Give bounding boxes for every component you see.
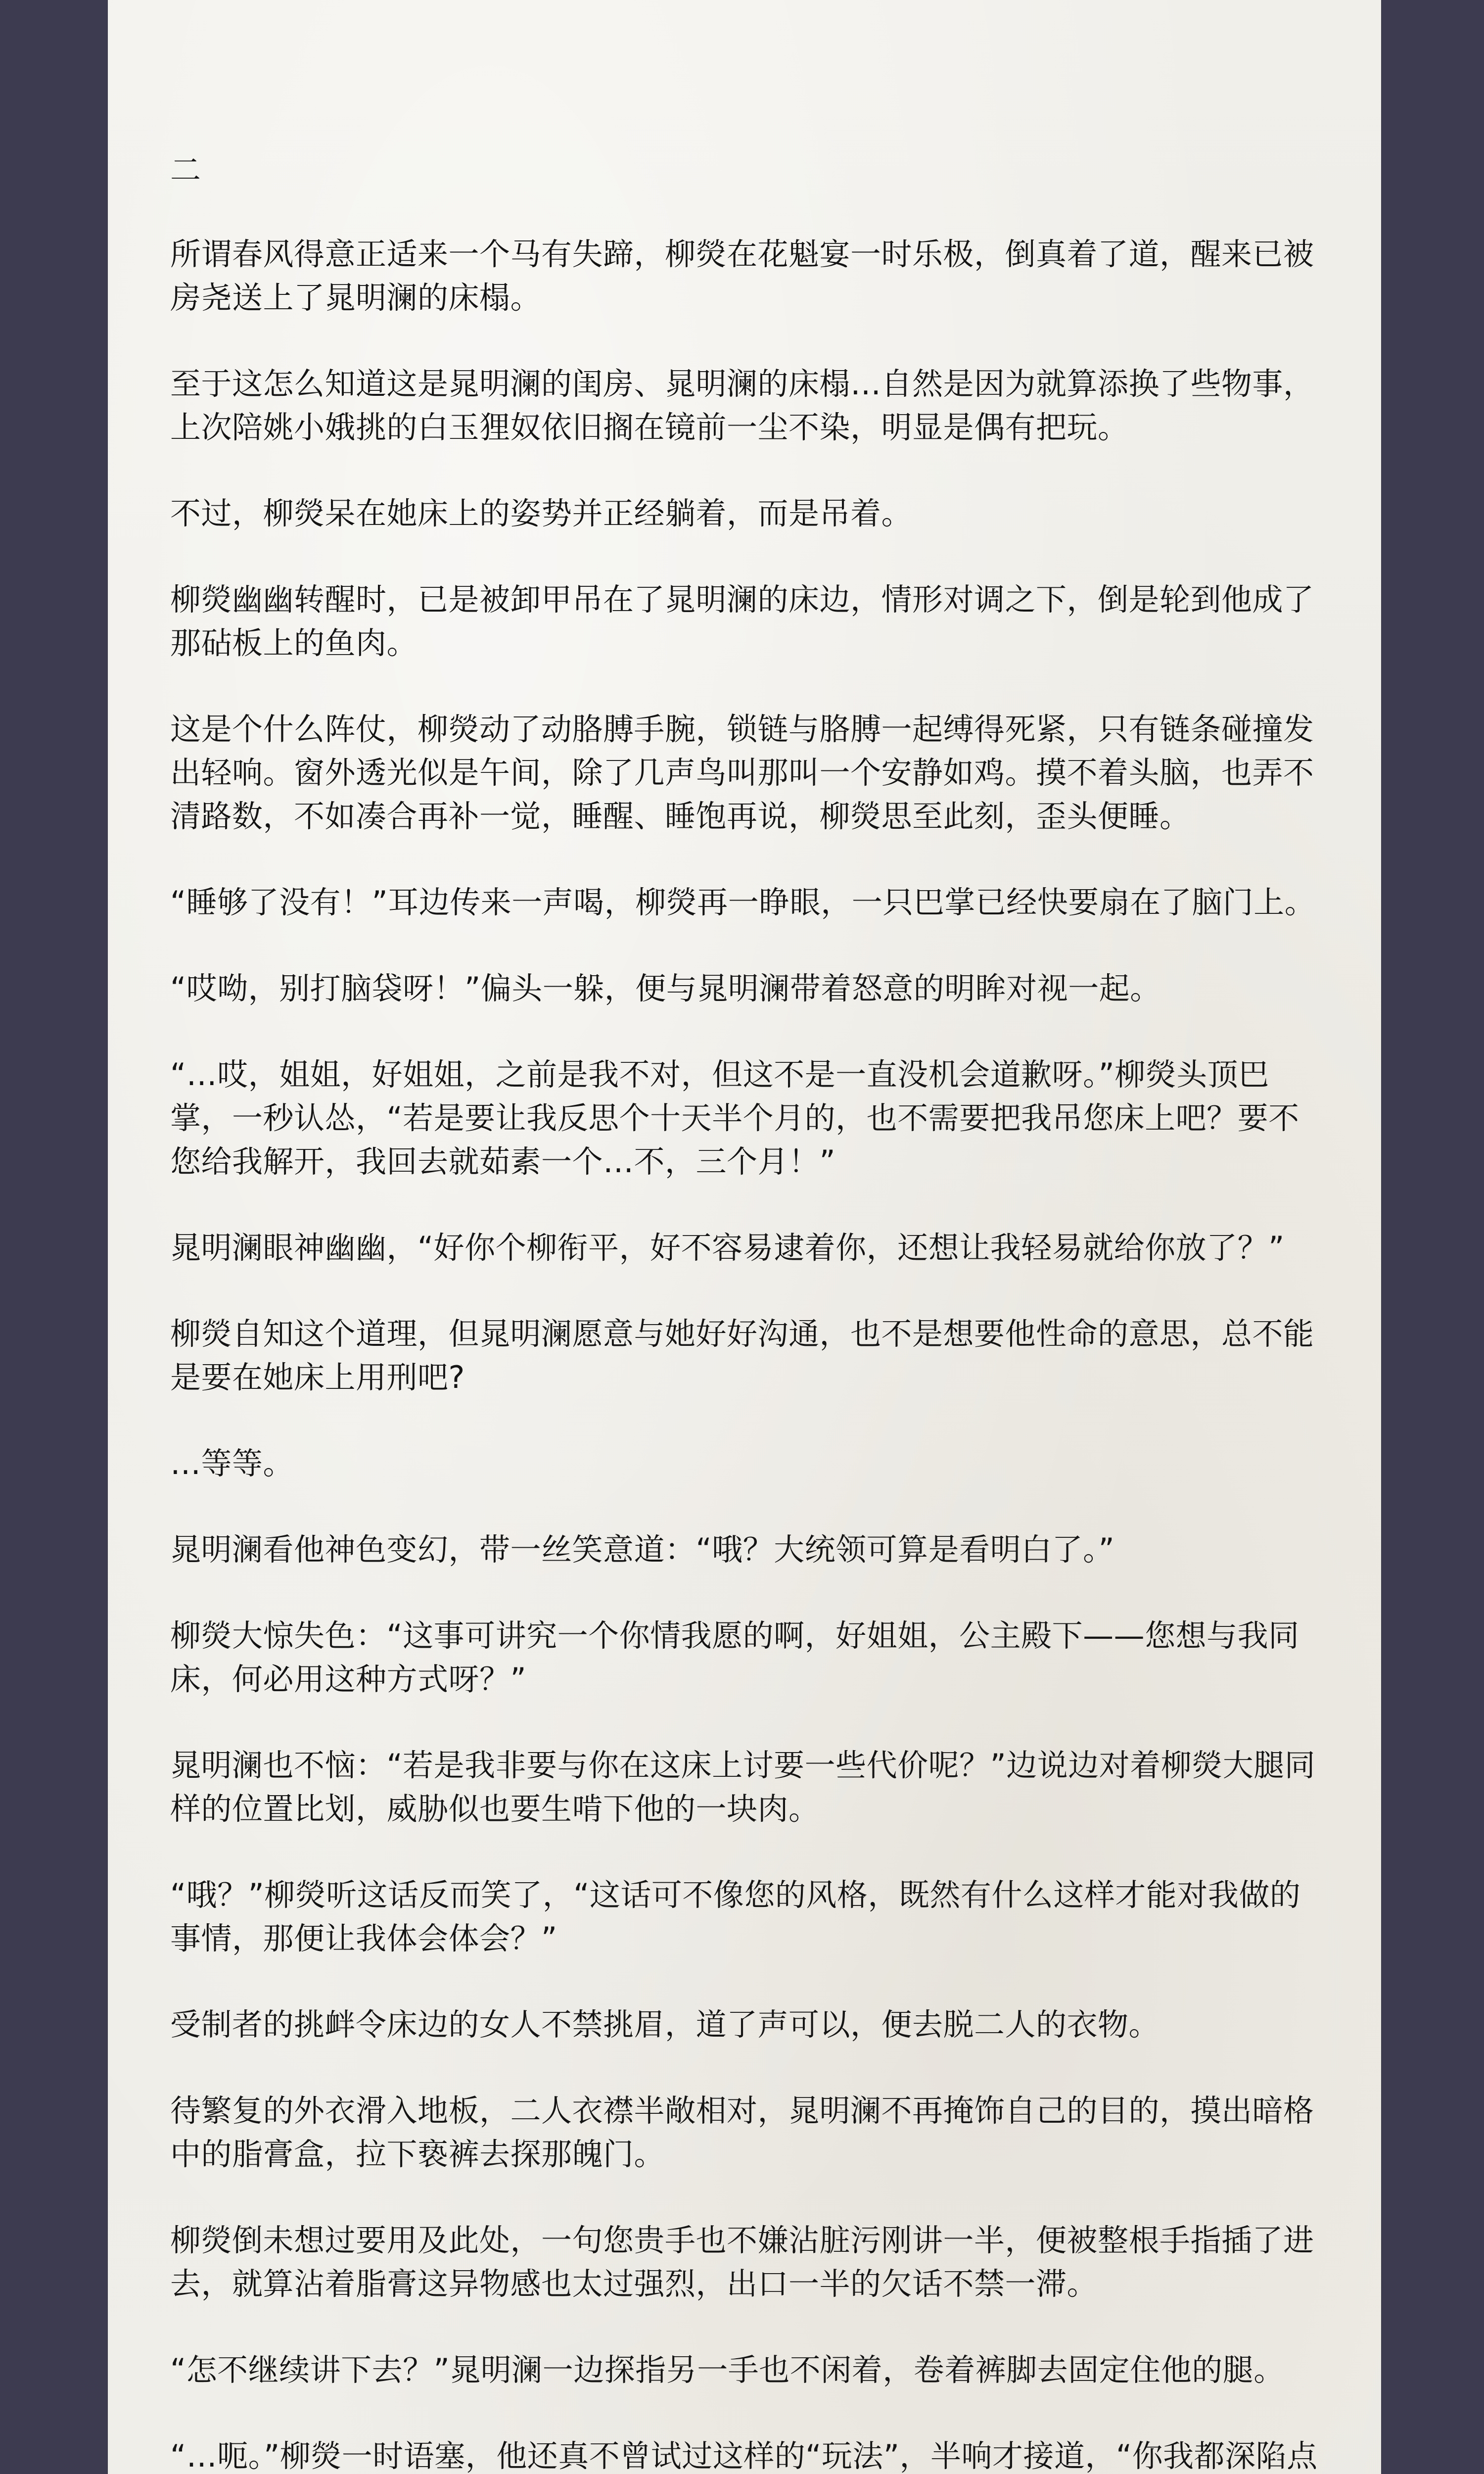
paragraph-5: 这是个什么阵仗，柳熒动了动胳膊手腕，锁链与胳膊一起缚得死紧，只有链条碰撞发出轻响。窗外透光似是午间，除了几声鸟叫那叫一个安静如鸡。摸不着头脑，也弄不清路数，不如凑合再补一觉，睡醒、睡饱再说，柳熒思至此刻，歪头便睡。 bbox=[170, 711, 1314, 834]
paragraph-13: 柳熒大惊失色：“这事可讲究一个你情我愿的啊，好姐姐，公主殿下——您想与我同床，何必用这种方式呀？” bbox=[170, 1618, 1299, 1697]
paragraph-6: “睡够了没有！”耳边传来一声喝，柳熒再一睁眼，一只巴掌已经快要扇在了脑门上。 bbox=[170, 884, 1316, 920]
paragraph-10: 柳熒自知这个道理，但晁明澜愿意与她好好沟通，也不是想要他性命的意思，总不能是要在她床上用刑吧? bbox=[170, 1316, 1314, 1395]
paragraph-16: 受制者的挑衅令床边的女人不禁挑眉，道了声可以，便去脱二人的衣物。 bbox=[170, 2006, 1160, 2043]
paragraph-1: 所谓春风得意正适来一个马有失蹄，柳熒在花魁宴一时乐极，倒真着了道，醒来已被房尧送上了晁明澜的床榻。 bbox=[170, 236, 1314, 316]
paper-background bbox=[108, 0, 1381, 2474]
paragraph-12: 晁明澜看他神色变幻，带一丝笑意道：“哦？大统领可算是看明白了。” bbox=[170, 1531, 1115, 1568]
paragraph-11: …等等。 bbox=[170, 1445, 294, 1481]
paragraph-15: “哦？”柳熒听这话反而笑了，“这话可不像您的风格，既然有什么这样才能对我做的事情，那便让我体会体会？” bbox=[170, 1877, 1301, 1956]
paragraph-20: “…呃。”柳熒一时语塞，他还真不曾试过这样的“玩法”，半响才接道，“你我都深陷点 bbox=[170, 2438, 1318, 2474]
paragraph-19: “怎不继续讲下去？”晁明澜一边探指另一手也不闲着，卷着裤脚去固定住他的腿。 bbox=[170, 2352, 1285, 2388]
paragraph-7: “哎呦，别打脑袋呀！”偏头一躲，便与晁明澜带着怒意的明眸对视一起。 bbox=[170, 970, 1161, 1006]
paragraph-3: 不过，柳熒呆在她床上的姿势并正经躺着，而是吊着。 bbox=[170, 495, 913, 531]
paragraph-4: 柳熒幽幽转醒时，已是被卸甲吊在了晁明澜的床边，情形对调之下，倒是轮到他成了那砧板上的鱼肉。 bbox=[170, 581, 1314, 661]
paragraph-14: 晁明澜也不恼：“若是我非要与你在这床上讨要一些代价呢？”边说边对着柳熒大腿同样的位置比划，威胁似也要生啃下他的一块肉。 bbox=[170, 1747, 1316, 1827]
paragraph-9: 晁明澜眼神幽幽，“好你个柳衔平，好不容易逮着你，还想让我轻易就给你放了？” bbox=[170, 1230, 1285, 1266]
paragraph-18: 柳熒倒未想过要用及此处，一句您贵手也不嫌沾脏污刚讲一半，便被整根手指插了进去，就算沾着脂膏这异物感也太过强烈，出口一半的欠话不禁一滞。 bbox=[170, 2222, 1314, 2302]
chapter-heading: 二 bbox=[170, 152, 201, 188]
paragraph-17: 待繁复的外衣滑入地板，二人衣襟半敞相对，晁明澜不再掩饰自己的目的，摸出暗格中的脂膏盒，拉下亵裤去探那魄门。 bbox=[170, 2093, 1314, 2172]
paragraph-2: 至于这怎么知道这是晁明澜的闺房、晁明澜的床榻…自然是因为就算添换了些物事，上次陪姚小娥挑的白玉狸奴依旧搁在镜前一尘不染，明显是偶有把玩。 bbox=[170, 366, 1314, 445]
chapter-content bbox=[170, 148, 1328, 2474]
paragraph-8: “…哎，姐姐，好姐姐，之前是我不对，但这不是一直没机会道歉呀。”柳熒头顶巴掌，一秒认怂，“若是要让我反思个十天半个月的，也不需要把我吊您床上吧？要不您给我解开，我回去就茹素一个…不，三个月！” bbox=[170, 1056, 1299, 1180]
